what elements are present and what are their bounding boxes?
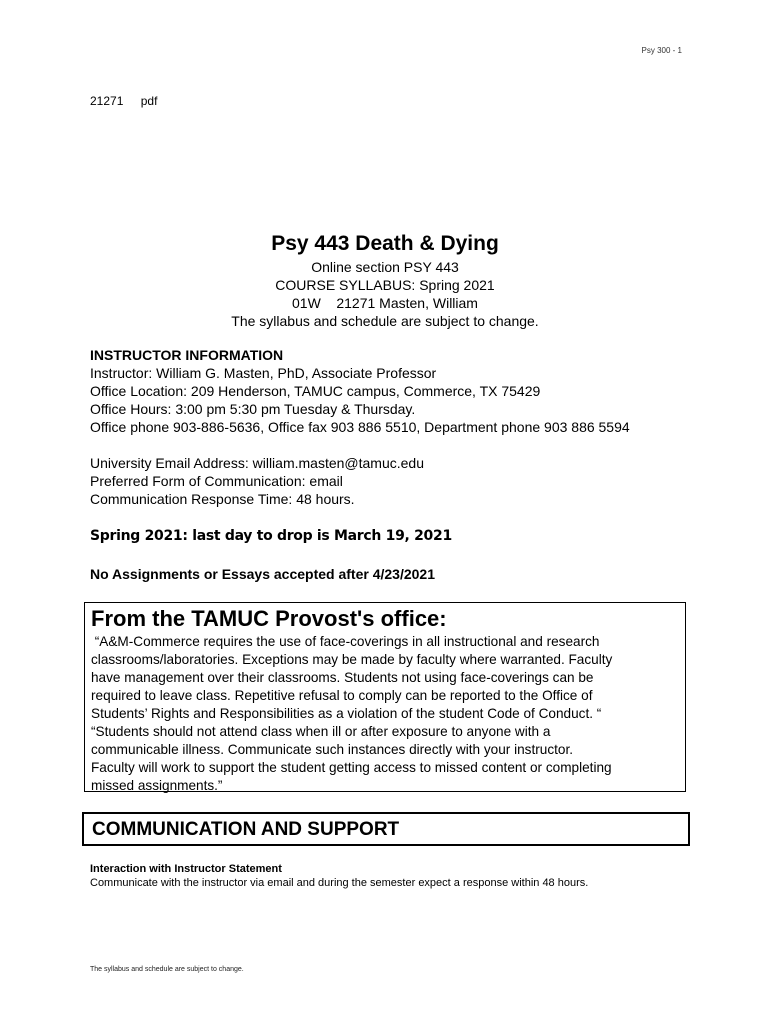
preferred-communication: Preferred Form of Communication: email [90,473,343,489]
assignment-deadline-note: No Assignments or Essays accepted after 4/23/2021 [90,566,435,582]
provost-notice-line: Faculty will work to support the student getting access to missed content or completing [91,760,612,775]
provost-notice-line: required to leave class. Repetitive refusal to comply can be reported to the Office of [91,688,593,703]
office-location: Office Location: 209 Henderson, TAMUC campus, Commerce, TX 75429 [90,383,541,399]
office-hours: Office Hours: 3:00 pm 5:30 pm Tuesday & Thursday. [90,401,416,417]
course-syllabus-line: COURSE SYLLABUS: Spring 2021 [275,277,495,293]
page-number: Psy 300 - 1 [641,46,682,55]
title-block [0,230,770,330]
provost-notice-line: classrooms/laboratories. Exceptions may be made by faculty where warranted. Faculty [91,652,613,667]
interaction-statement [90,862,588,890]
provost-notice-box [84,602,686,792]
provost-notice-line: Students’ Rights and Responsibilities as a violation of the student Code of Conduct. “ [91,706,602,721]
provost-notice-line: have management over their classrooms. Students not using face-coverings can be [91,670,594,685]
instructor-information [90,346,630,436]
document-id [90,94,157,108]
page-footer: The syllabus and schedule are subject to change. [90,966,244,973]
instructor-name: Instructor: William G. Masten, PhD, Associate Professor [90,365,437,381]
contact-information [90,454,424,508]
drop-deadline-note: Spring 2021: last day to drop is March 19, 2021 [90,528,452,544]
subject-to-change-line: The syllabus and schedule are subject to change. [231,313,539,329]
interaction-heading: Interaction with Instructor Statement [90,863,282,875]
course-title: Psy 443 Death & Dying [271,232,499,255]
provost-notice-line: “A&M-Commerce requires the use of face-coverings in all instructional and research [91,634,600,649]
response-time: Communication Response Time: 48 hours. [90,491,355,507]
email-address: University Email Address: william.masten@tamuc.edu [90,455,424,471]
provost-notice-line: “Students should not attend class when ill or after exposure to anyone with a [91,724,551,739]
interaction-text: Communicate with the instructor via email and during the semester expect a response within 48 hours. [90,877,589,889]
communication-section-title: COMMUNICATION AND SUPPORT [92,819,400,840]
communication-section-header [82,812,690,846]
provost-notice-line: missed assignments.” [91,778,223,793]
course-crn-line: 01W 21271 Masten, William [292,295,478,311]
office-phone: Office phone 903-886-5636, Office fax 903 886 5510, Department phone 903 886 5594 [90,419,630,435]
provost-notice-title: From the TAMUC Provost's office: [91,606,447,631]
course-section-line: Online section PSY 443 [311,259,459,275]
provost-notice-line: communicable illness. Communicate such instances directly with your instructor. [91,742,574,757]
document-number: 21271 [90,94,124,108]
instructor-heading: INSTRUCTOR INFORMATION [90,347,284,363]
document-format: pdf [140,94,158,108]
